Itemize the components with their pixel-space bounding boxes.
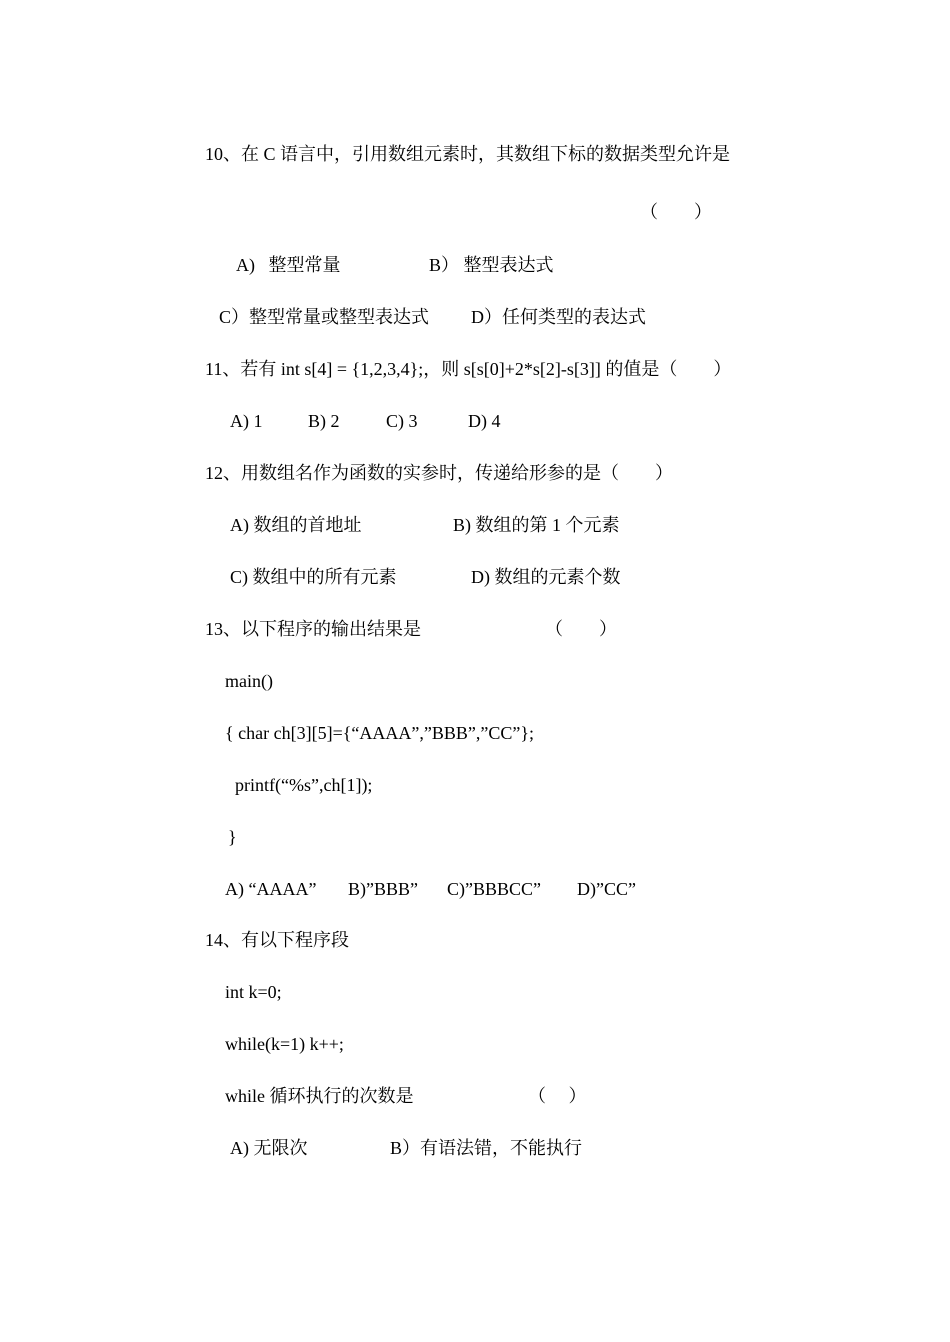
q11-option-d: D) 4 — [468, 411, 501, 431]
q13-code-line-1: main() — [225, 671, 273, 691]
q14-answer-paren: （ ） — [528, 1086, 587, 1106]
q10-option-b: B） 整型表达式 — [429, 255, 554, 275]
q13-option-d: D)”CC” — [577, 879, 636, 899]
q13-stem: 13、以下程序的输出结果是 — [205, 619, 421, 639]
q10-option-a: A) 整型常量 — [236, 255, 341, 275]
q11-option-c: C) 3 — [386, 411, 418, 431]
q10-option-d: D）任何类型的表达式 — [471, 307, 646, 327]
q12-option-b: B) 数组的第 1 个元素 — [453, 515, 620, 535]
q14-option-a: A) 无限次 — [230, 1138, 308, 1158]
q14-code-line-1: int k=0; — [225, 982, 282, 1002]
q13-option-c: C)”BBBCC” — [447, 879, 542, 899]
q14-code-line-2: while(k=1) k++; — [225, 1034, 344, 1054]
q10-stem: 10、在 C 语言中，引用数组元素时，其数组下标的数据类型允许是 — [205, 144, 731, 164]
q14-question-text: while 循环执行的次数是 — [225, 1086, 414, 1106]
q13-code-line-4: } — [228, 827, 237, 847]
q13-option-b: B)”BBB” — [348, 879, 418, 899]
q10-option-c: C）整型常量或整型表达式 — [219, 307, 430, 327]
q11-stem: 11、若有 int s[4] = {1,2,3,4};，则 s[s[0]+2*s[2]-s[3]] 的值是（ ） — [205, 359, 732, 379]
q10-answer-paren: （ ） — [640, 202, 712, 222]
q13-code-line-2: { char ch[3][5]={“AAAA”,”BBB”,”CC”}; — [225, 723, 534, 743]
q12-stem: 12、用数组名作为函数的实参时，传递给形参的是（ ） — [205, 463, 673, 483]
q12-option-a: A) 数组的首地址 — [230, 515, 362, 535]
q14-stem: 14、有以下程序段 — [205, 930, 349, 950]
q11-option-b: B) 2 — [308, 411, 340, 431]
q13-option-a: A) “AAAA” — [225, 879, 317, 899]
q13-answer-paren: （ ） — [545, 619, 617, 639]
q12-option-d: D) 数组的元素个数 — [471, 567, 621, 587]
q11-option-a: A) 1 — [230, 411, 263, 431]
q12-option-c: C) 数组中的所有元素 — [230, 567, 397, 587]
q14-option-b: B）有语法错，不能执行 — [390, 1138, 583, 1158]
q13-code-line-3: printf(“%s”,ch[1]); — [235, 775, 373, 795]
